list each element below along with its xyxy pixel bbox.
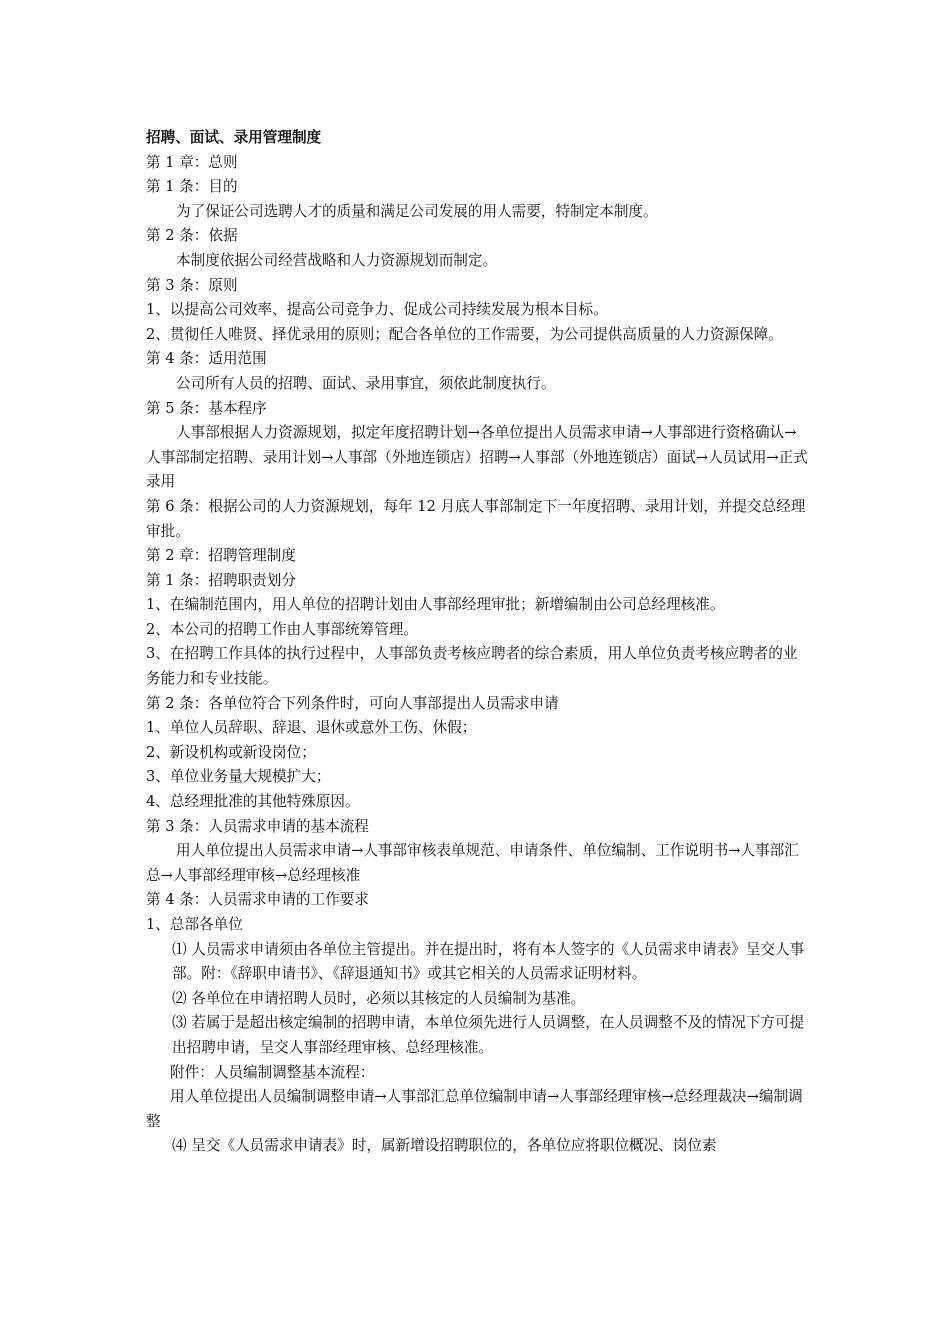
article-heading: 第 5 条：基本程序 bbox=[146, 399, 267, 417]
list-item: 1、单位人员辞职、辞退、退休或意外工伤、休假； bbox=[146, 719, 477, 737]
sub-item: ⑷ 呈交《人员需求申请表》时，属新增设招聘职位的，各单位应将职位概况、岗位素 bbox=[172, 1137, 717, 1155]
article-heading: 第 3 条：原则 bbox=[146, 276, 238, 294]
article-heading: 第 2 条：各单位符合下列条件时，可向人事部提出人员需求申请 bbox=[146, 694, 559, 712]
sub-item: ⑶ 若属于是超出核定编制的招聘申请，本单位须先进行人员调整，在人员调整不及的情况下方可提出招聘申请，呈交人事部经理审核、总经理核准。 bbox=[172, 1014, 805, 1056]
chapter-heading: 第 2 章：招聘管理制度 bbox=[146, 547, 296, 565]
list-item: 2、本公司的招聘工作由人事部统筹管理。 bbox=[146, 620, 418, 638]
document-body bbox=[146, 126, 808, 1159]
article-heading: 第 4 条：人员需求申请的工作要求 bbox=[146, 891, 369, 909]
list-item: 1、在编制范围内，用人单位的招聘计划由人事部经理审批；新增编制由公司总经理核准。 bbox=[146, 596, 725, 614]
article-heading: 第 1 条：招聘职责划分 bbox=[146, 571, 296, 589]
list-item: 2、贯彻任人唯贤、择优录用的原则；配合各单位的工作需要，为公司提供高质量的人力资源保障。 bbox=[146, 325, 783, 343]
list-item: 3、在招聘工作具体的执行过程中，人事部负责考核应聘者的综合素质，用人单位负责考核应聘者的业务能力和专业技能。 bbox=[146, 645, 798, 688]
paragraph: 公司所有人员的招聘、面试、录用事宜，须依此制度执行。 bbox=[176, 374, 556, 392]
attachment-flow: 用人单位提出人员编制调整申请→人事部汇总单位编制申请→人事部经理审核→总经理裁决→编制调整 bbox=[146, 1088, 803, 1130]
sub-item: ⑴ 人员需求申请须由各单位主管提出。并在提出时，将有本人签字的《人员需求申请表》呈交人事部。附：《辞职申请书》、《辞退通知书》或其它相关的人员需求证明材料。 bbox=[172, 940, 805, 983]
list-item: 1、总部各单位 bbox=[146, 916, 243, 933]
list-item: 2、新设机构或新设岗位； bbox=[146, 743, 316, 761]
sub-item: ⑵ 各单位在申请招聘人员时，必须以其核定的人员编制为基准。 bbox=[172, 989, 586, 1007]
article-heading: 第 2 条：依据 bbox=[146, 227, 238, 245]
list-item: 3、单位业务量大规模扩大； bbox=[146, 768, 331, 786]
article-heading: 第 3 条：人员需求申请的基本流程 bbox=[146, 817, 369, 835]
chapter-heading: 第 1 章：总则 bbox=[146, 153, 238, 171]
attachment-label: 附件：人员编制调整基本流程： bbox=[170, 1063, 375, 1081]
document-title: 招聘、面试、录用管理制度 bbox=[146, 129, 322, 146]
article-heading: 第 4 条：适用范围 bbox=[146, 350, 267, 368]
paragraph: 为了保证公司选聘人才的质量和满足公司发展的用人需要，特制定本制度。 bbox=[176, 202, 658, 220]
paragraph: 用人单位提出人员需求申请→人事部审核表单规范、申请条件、单位编制、工作说明书→人事部汇总→人事部经理审核→总经理核准 bbox=[146, 842, 799, 884]
paragraph: 人事部根据人力资源规划，拟定年度招聘计划→各单位提出人员需求申请→人事部进行资格确认→人事部制定招聘、录用计划→人事部（外地连锁店）招聘→人事部（外地连锁店）面试→人员试用→正式录用 bbox=[146, 424, 808, 491]
article-heading: 第 1 条：目的 bbox=[146, 178, 238, 196]
paragraph: 本制度依据公司经营战略和人力资源规划而制定。 bbox=[176, 251, 498, 269]
list-item: 4、总经理批准的其他特殊原因。 bbox=[146, 793, 360, 811]
list-item: 1、以提高公司效率、提高公司竞争力、促成公司持续发展为根本目标。 bbox=[146, 301, 608, 319]
article-paragraph: 第 6 条：根据公司的人力资源规划，每年 12 月底人事部制定下一年度招聘、录用计划，并提交总经理审批。 bbox=[146, 497, 806, 540]
